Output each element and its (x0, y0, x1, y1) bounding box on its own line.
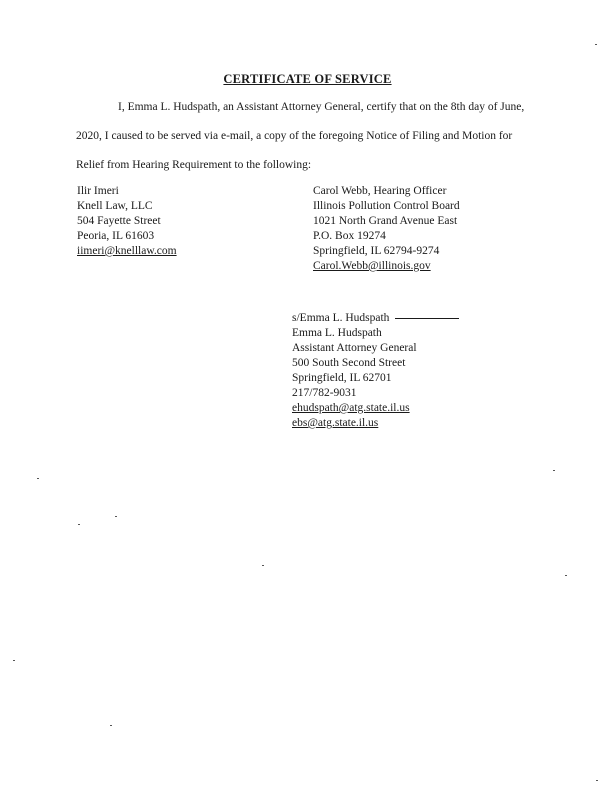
scan-speck (565, 575, 567, 576)
scan-speck (115, 516, 117, 517)
recipient-right-street: 1021 North Grand Avenue East (313, 215, 458, 227)
signer-phone: 217/782-9031 (292, 387, 357, 399)
scan-speck (110, 725, 112, 726)
recipient-right-name: Carol Webb, Hearing Officer (313, 185, 447, 197)
scan-speck (37, 478, 39, 479)
recipient-left-firm: Knell Law, LLC (77, 200, 153, 212)
certification-line-3: Relief from Hearing Requirement to the following: (76, 159, 312, 171)
signer-street: 500 South Second Street (292, 357, 406, 369)
scan-speck (553, 470, 555, 471)
recipient-right-city: Springfield, IL 62794-9274 (313, 245, 440, 257)
signer-email-link-2[interactable]: ebs@atg.state.il.us (292, 417, 379, 429)
scan-speck (262, 565, 264, 566)
recipient-right (313, 184, 460, 274)
scan-speck (595, 44, 597, 45)
signature-underline (395, 318, 459, 319)
page-title: CERTIFICATE OF SERVICE (223, 72, 392, 86)
recipient-left-city: Peoria, IL 61603 (77, 230, 155, 242)
signer-name: Emma L. Hudspath (292, 327, 382, 339)
recipient-right-org: Illinois Pollution Control Board (313, 200, 460, 212)
signature-line (292, 311, 459, 326)
signer-city: Springfield, IL 62701 (292, 372, 392, 384)
recipient-left (77, 184, 177, 259)
signature-block (292, 311, 459, 431)
scan-speck (78, 524, 80, 525)
recipient-left-street: 504 Fayette Street (77, 215, 161, 227)
signer-email-link-1[interactable]: ehudspath@atg.state.il.us (292, 402, 410, 414)
scan-speck (596, 780, 598, 781)
recipient-right-email-link[interactable]: Carol.Webb@illinois.gov (313, 260, 431, 272)
recipient-left-name: Ilir Imeri (77, 185, 119, 197)
recipient-right-po-box: P.O. Box 19274 (313, 230, 386, 242)
scan-speck (13, 660, 15, 661)
signature-signed: s/Emma L. Hudspath (292, 312, 390, 324)
certification-line-1: I, Emma L. Hudspath, an Assistant Attorney General, certify that on the 8th day of June, (118, 101, 525, 113)
certification-line-2: 2020, I caused to be served via e-mail, a copy of the foregoing Notice of Filing and Motion for (76, 130, 513, 142)
recipient-left-email-link[interactable]: iimeri@knelllaw.com (77, 245, 177, 257)
signer-title: Assistant Attorney General (292, 342, 417, 354)
